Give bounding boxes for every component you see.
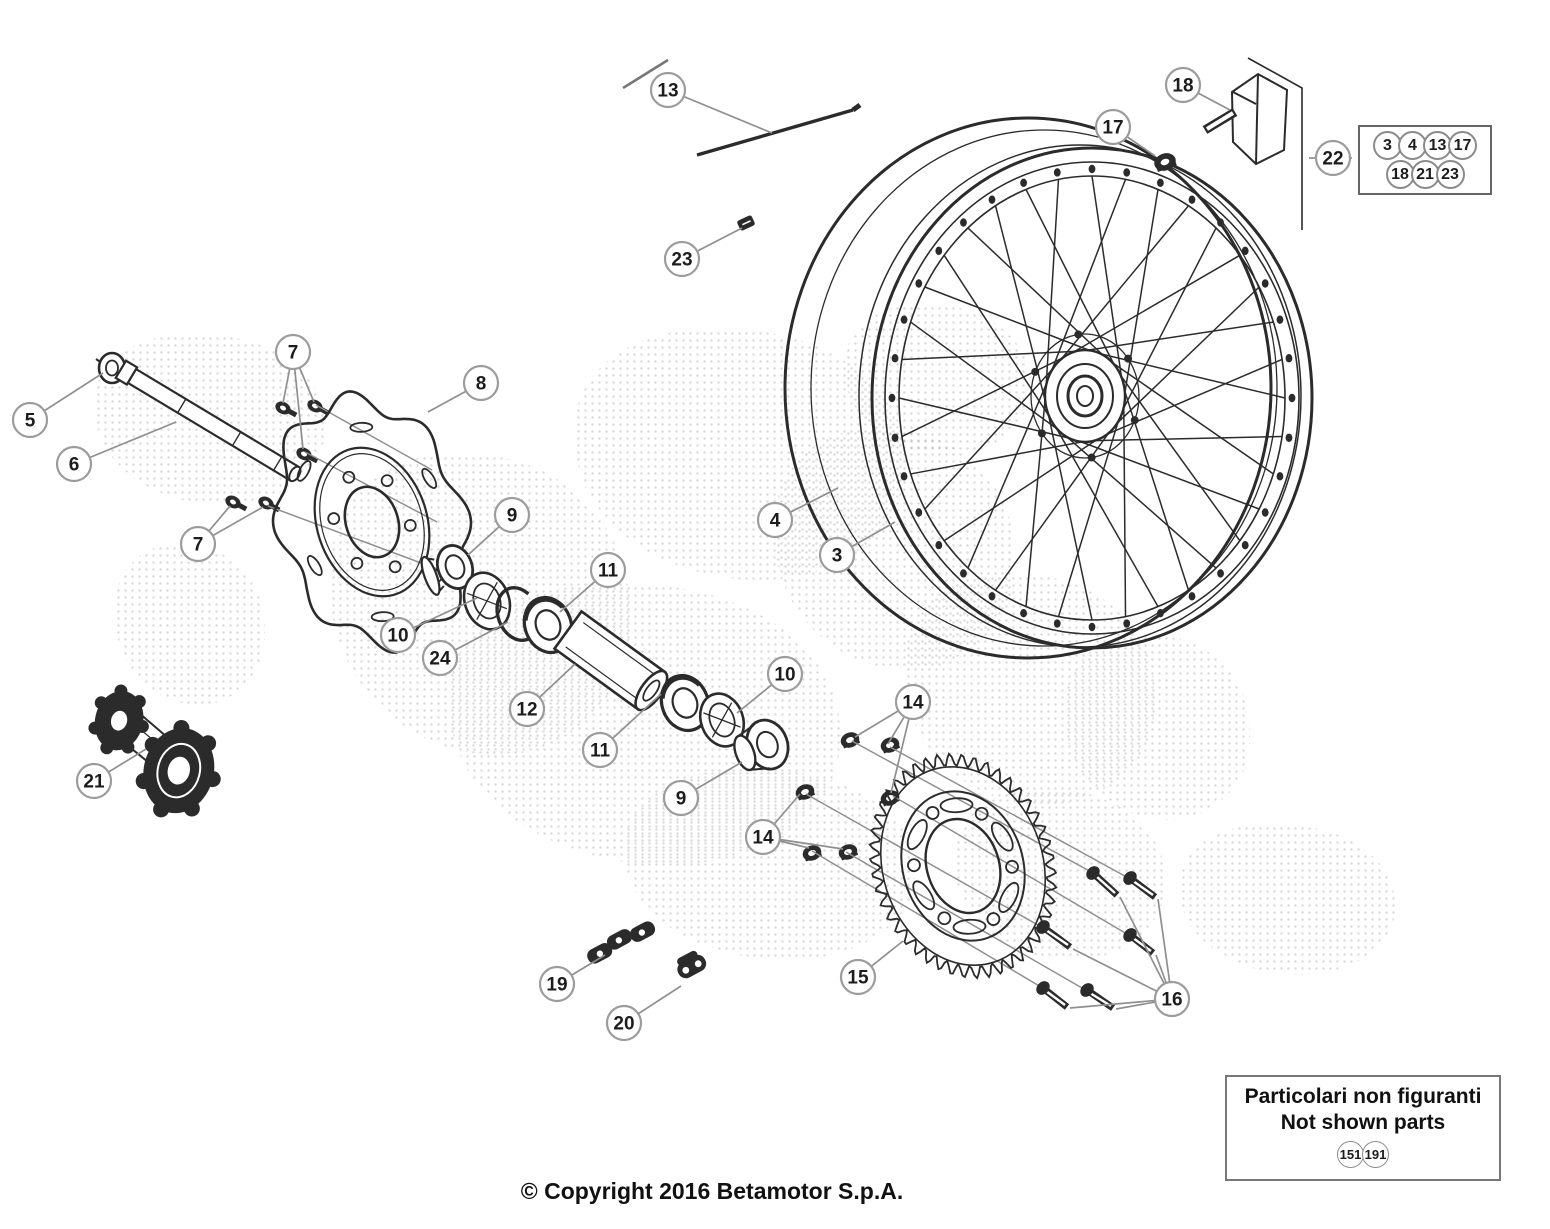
callout-15 [841, 960, 875, 994]
not-shown-parts-box [1225, 1075, 1501, 1181]
legend-ref-18: 18 [1386, 160, 1415, 189]
callout-7 [181, 527, 215, 561]
callout-17 [1096, 110, 1130, 144]
legend-row-2 [1388, 160, 1463, 189]
legend-row-1 [1375, 131, 1475, 160]
axle-part [116, 361, 304, 485]
svg-text:22: 22 [1322, 148, 1344, 170]
callout-leader-lines [30, 85, 1352, 1023]
sprocket-bolts-part [1034, 863, 1155, 1008]
bolt-icon [223, 493, 249, 514]
svg-text:4: 4 [769, 510, 781, 532]
svg-text:10: 10 [774, 664, 796, 686]
callout-10 [768, 657, 802, 691]
rim-lock-part [1205, 74, 1287, 164]
callout-22 [1316, 141, 1350, 175]
legend-ref-13: 13 [1423, 131, 1452, 160]
callout-6 [57, 447, 91, 481]
svg-text:7: 7 [192, 534, 204, 556]
svg-text:9: 9 [506, 505, 518, 527]
svg-text:13: 13 [657, 80, 679, 102]
nut-icon [794, 782, 817, 803]
svg-text:10: 10 [387, 625, 409, 647]
callout-12 [510, 692, 544, 726]
callout-16 [1155, 982, 1189, 1016]
svg-text:15: 15 [847, 967, 869, 989]
brake-disc-part [241, 367, 504, 676]
svg-text:24: 24 [429, 648, 451, 670]
svg-text:11: 11 [597, 560, 619, 582]
not-shown-refs [1227, 1141, 1499, 1168]
callout-3 [820, 538, 854, 572]
svg-text:8: 8 [475, 373, 487, 395]
callout-9 [495, 498, 529, 532]
svg-text:7: 7 [287, 342, 299, 364]
legend-ref-3: 3 [1373, 131, 1402, 160]
nut-icon [837, 842, 860, 863]
callout-14 [746, 820, 780, 854]
svg-text:16: 16 [1161, 989, 1183, 1011]
svg-text:20: 20 [613, 1013, 635, 1035]
callout-19 [540, 967, 574, 1001]
callout-14 [896, 685, 930, 719]
svg-text:23: 23 [671, 249, 693, 271]
legend-ref-4: 4 [1398, 131, 1427, 160]
svg-text:21: 21 [83, 771, 105, 793]
svg-text:14: 14 [752, 827, 774, 849]
not-shown-ref-191: 191 [1362, 1141, 1389, 1168]
callout-13 [651, 73, 685, 107]
not-shown-title-english: Not shown parts [1280, 1111, 1446, 1135]
chain-joint-part [583, 915, 657, 967]
spoke-part [623, 60, 860, 155]
callout-11 [591, 553, 625, 587]
bolt-icon [294, 445, 320, 466]
legend-ref-17: 17 [1448, 131, 1477, 160]
callout-8 [464, 366, 498, 400]
hub-part [72, 679, 238, 829]
svg-text:3: 3 [831, 545, 843, 567]
callout-20 [607, 1006, 641, 1040]
svg-text:6: 6 [68, 454, 80, 476]
master-link-part [672, 948, 709, 982]
svg-text:9: 9 [675, 788, 687, 810]
callout-11 [583, 733, 617, 767]
bolt-icon [273, 399, 299, 420]
group-legend-box [1358, 125, 1492, 195]
svg-text:5: 5 [24, 410, 36, 432]
copyright-text: © Copyright 2016 Betamotor S.p.A. [520, 1178, 904, 1204]
legend-ref-21: 21 [1411, 160, 1440, 189]
callout-10 [381, 618, 415, 652]
nut-icon [839, 730, 862, 751]
callout-5 [13, 403, 47, 437]
svg-text:14: 14 [902, 692, 924, 714]
callout-18 [1166, 68, 1200, 102]
not-shown-ref-151: 151 [1337, 1141, 1364, 1168]
svg-text:18: 18 [1172, 75, 1194, 97]
svg-text:12: 12 [516, 699, 538, 721]
svg-text:19: 19 [546, 974, 568, 996]
callout-24 [423, 641, 457, 675]
callout-21 [77, 764, 111, 798]
callout-23 [665, 242, 699, 276]
rim-lock-nut-part [1152, 150, 1178, 173]
legend-ref-23: 23 [1436, 160, 1465, 189]
callout-7 [276, 335, 310, 369]
callout-4 [758, 503, 792, 537]
callout-9 [664, 781, 698, 815]
rear-wheel-drawing [785, 118, 1312, 658]
svg-text:11: 11 [589, 740, 611, 762]
not-shown-title-italian: Particolari non figuranti [1244, 1085, 1482, 1108]
svg-text:17: 17 [1102, 117, 1124, 139]
